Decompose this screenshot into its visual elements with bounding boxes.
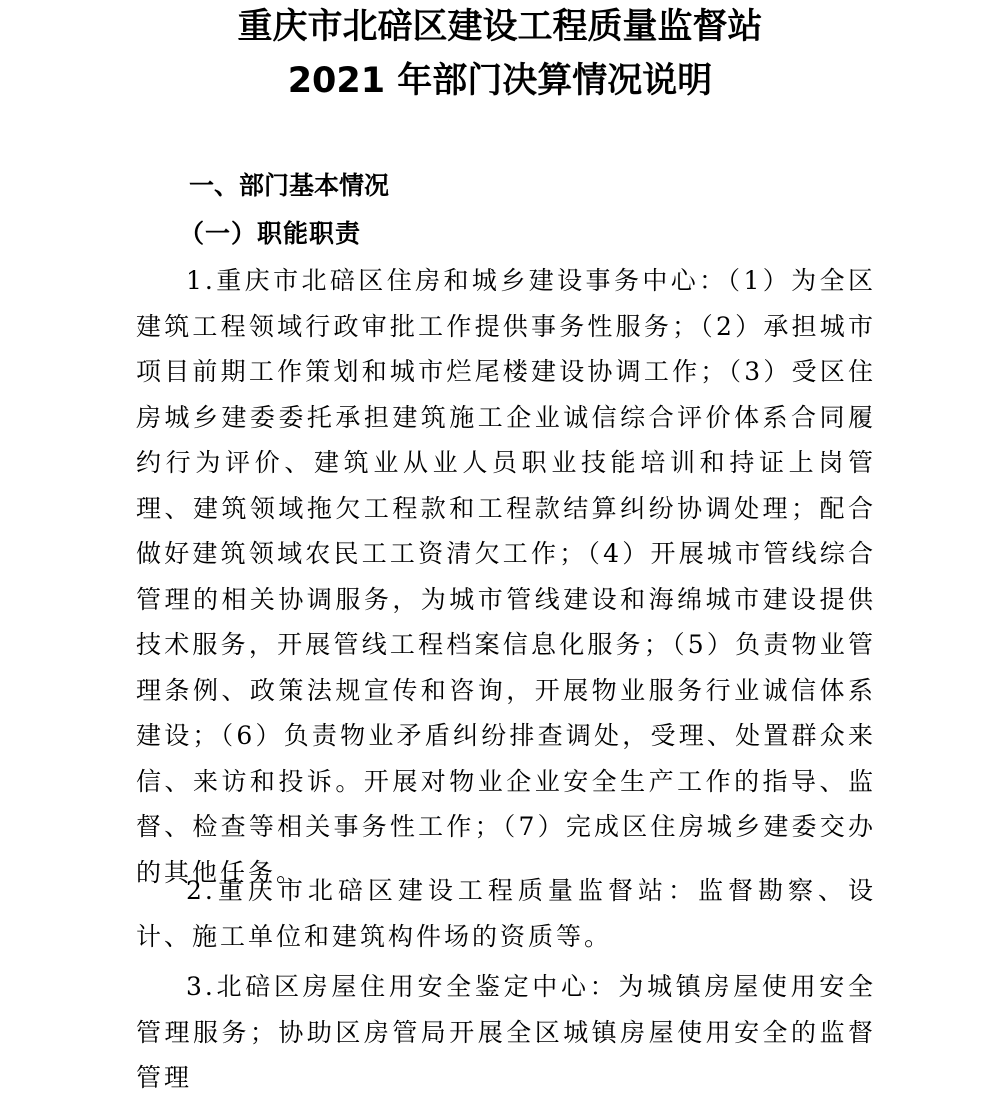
section-heading: 一、部门基本情况 — [189, 171, 390, 200]
paragraph-3: 3.北碚区房屋住用安全鉴定中心：为城镇房屋使用安全管理服务；协助区房管局开展全区城镇房屋使用安全的监督管理 — [136, 972, 876, 1092]
paragraph-2: 2.重庆市北碚区建设工程质量监督站：监督勘察、设计、施工单位和建筑构件场的资质等。 — [136, 876, 876, 951]
subsection-heading: （一）职能职责 — [179, 219, 362, 248]
document-title-line1: 重庆市北碚区建设工程质量监督站 — [237, 7, 763, 47]
paragraph-1: 1.重庆市北碚区住房和城乡建设事务中心：（1）为全区建筑工程领域行政审批工作提供事务性服务；（2）承担城市项目前期工作策划和城市烂尾楼建设协调工作；（3）受区住房城乡建委委托承担建筑施工企业诚信综合评价体系合同履约行为评价、建筑业从业人员职业技能培训和持证上岗管理、建筑领域拖欠工程款和工程款结算纠纷协调处理；配合做好建筑领域农民工工资清欠工作；（4）开展城市管线综合管理的相关协调服务，为城市管线建设和海绵城市建设提供技术服务，开展管线工程档案信息化服务；（5）负责物业管理条例、政策法规宣传和咨询，开展物业服务行业诚信体系建设；（6）负责物业矛盾纠纷排查调处，受理、处置群众来信、来访和投诉。开展对物业企业安全生产工作的指导、监督、检查等相关事务性工作；（7）完成区住房城乡建委交办的其他任务。 — [136, 266, 876, 887]
document-title-line2: 2021 年部门决算情况说明 — [287, 61, 713, 101]
